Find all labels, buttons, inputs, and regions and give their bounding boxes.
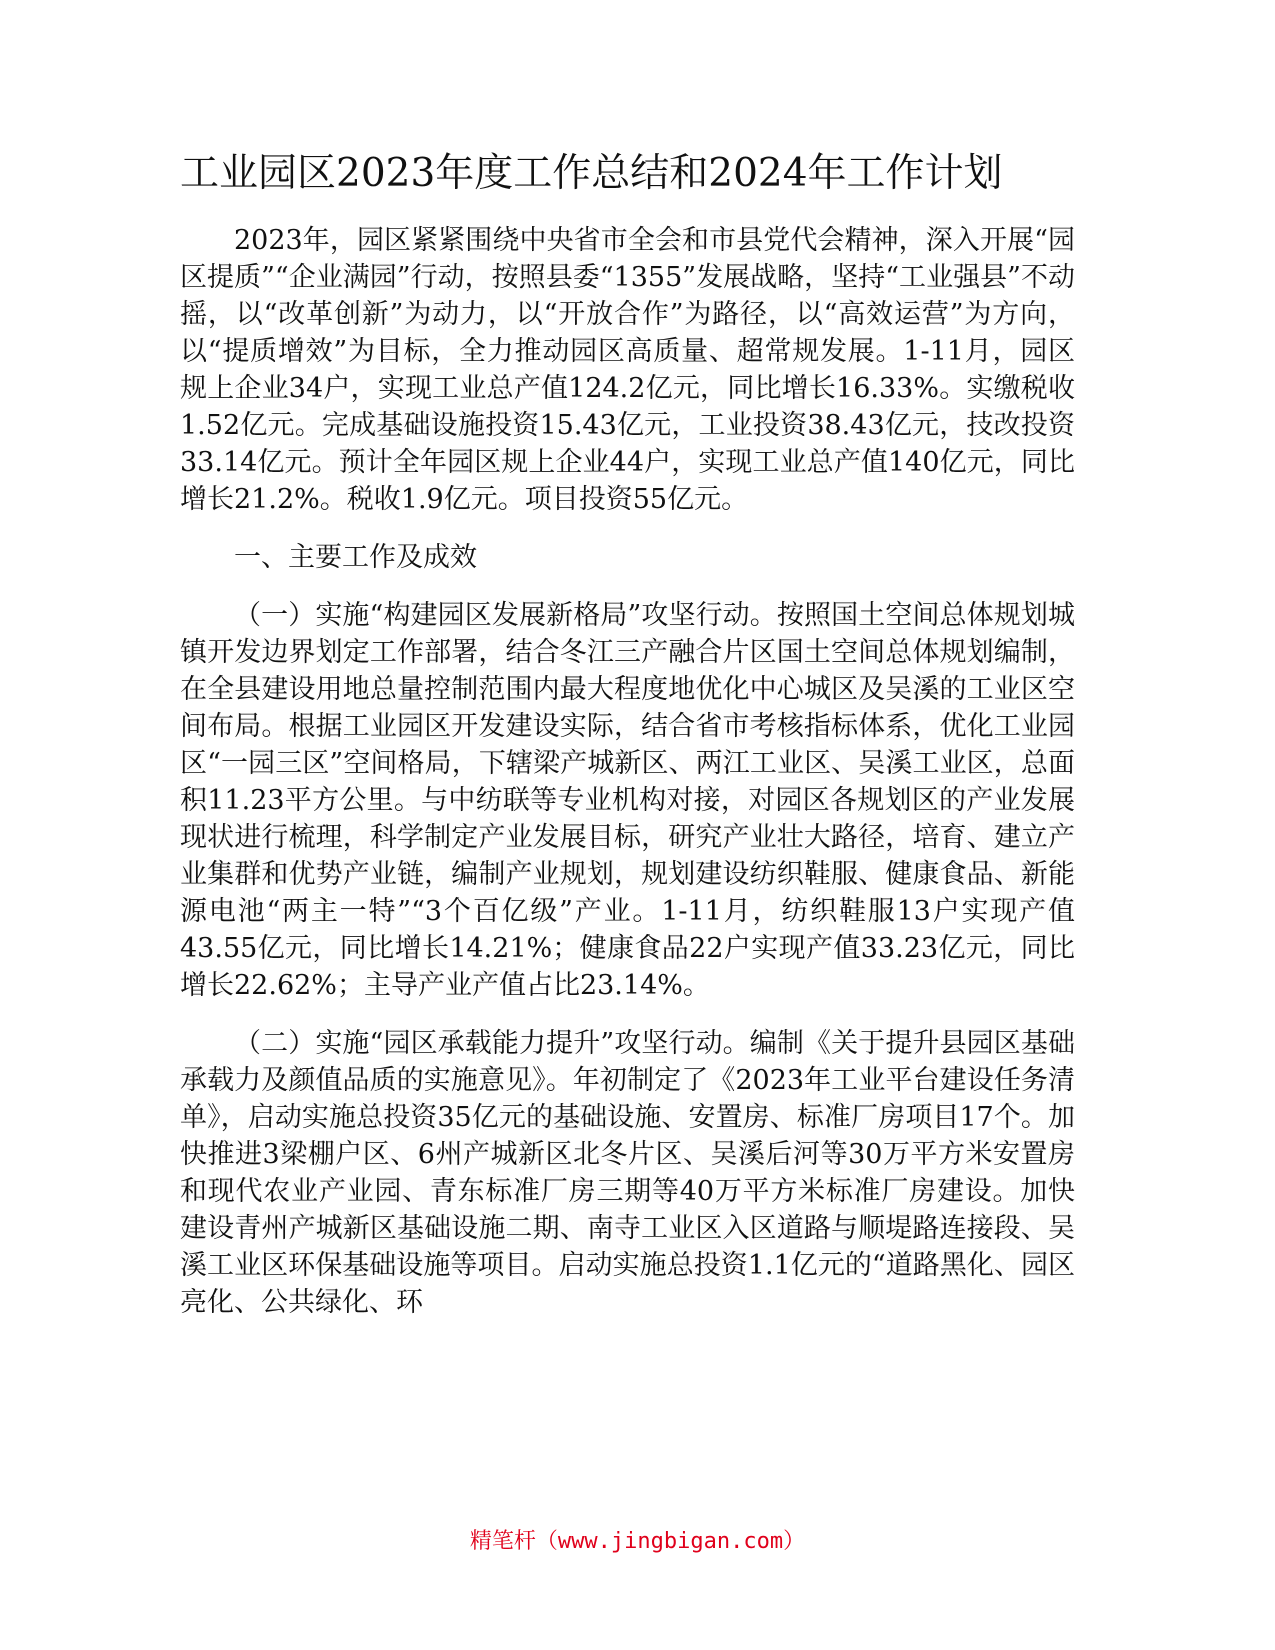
footer-watermark: 精笔杆（www.jingbigan.com） <box>469 1529 806 1554</box>
section-heading: 一、主要工作及成效 <box>234 542 477 573</box>
document-title: 工业园区2023年度工作总结和2024年工作计划 <box>180 151 1003 196</box>
intro-paragraph: 2023年，园区紧紧围绕中央省市全会和市县党代会精神，深入开展“园区提质”“企业满园”行动，按照县委“1355”发展战略，坚持“工业强县”不动摇，以“改革创新”为动力，以“开放合作”为路径，以“高效运营”为方向，以“提质增效”为目标，全力推动园区高质量、超常规发展。1-11月，园区规上企业34户，实现工业总产值124.2亿元，同比增长16.33%。实缴税收1.52亿元。完成基础设施投资15.43亿元，工业投资38.43亿元，技改投资33.14亿元。预计全年园区规上企业44户，实现工业总产值140亿元，同比增长21.2%。税收1.9亿元。项目投资55亿元。 <box>180 225 1075 515</box>
paragraph-1: （一）实施“构建园区发展新格局”攻坚行动。按照国土空间总体规划城镇开发边界划定工作部署，结合冬江三产融合片区国土空间总体规划编制，在全县建设用地总量控制范围内最大程度地优化中心城区及吴溪的工业区空间布局。根据工业园区开发建设实际，结合省市考核指标体系，优化工业园区“一园三区”空间格局，下辖梁产城新区、两江工业区、吴溪工业区，总面积11.23平方公里。与中纺联等专业机构对接，对园区各规划区的产业发展现状进行梳理，科学制定产业发展目标，研究产业壮大路径，培育、建立产业集群和优势产业链，编制产业规划，规划建设纺织鞋服、健康食品、新能源电池“两主一特”“3个百亿级”产业。1-11月，纺织鞋服13户实现产值43.55亿元，同比增长14.21%；健康食品22户实现产值33.23亿元，同比增长22.62%；主导产业产值占比23.14%。 <box>180 600 1075 1001</box>
document-body <box>180 222 1075 1342</box>
paragraph-2: （二）实施“园区承载能力提升”攻坚行动。编制《关于提升县园区基础承载力及颜值品质的实施意见》。年初制定了《2023年工业平台建设任务清单》，启动实施总投资35亿元的基础设施、安置房、标准厂房项目17个。加快推进3梁棚户区、6州产城新区北冬片区、吴溪后河等30万平方米安置房和现代农业产业园、青东标准厂房三期等40万平方米标准厂房建设。加快建设青州产城新区基础设施二期、南寺工业区入区道路与顺堤路连接段、吴溪工业区环保基础设施等项目。启动实施总投资1.1亿元的“道路黑化、园区亮化、公共绿化、环 <box>180 1028 1075 1318</box>
